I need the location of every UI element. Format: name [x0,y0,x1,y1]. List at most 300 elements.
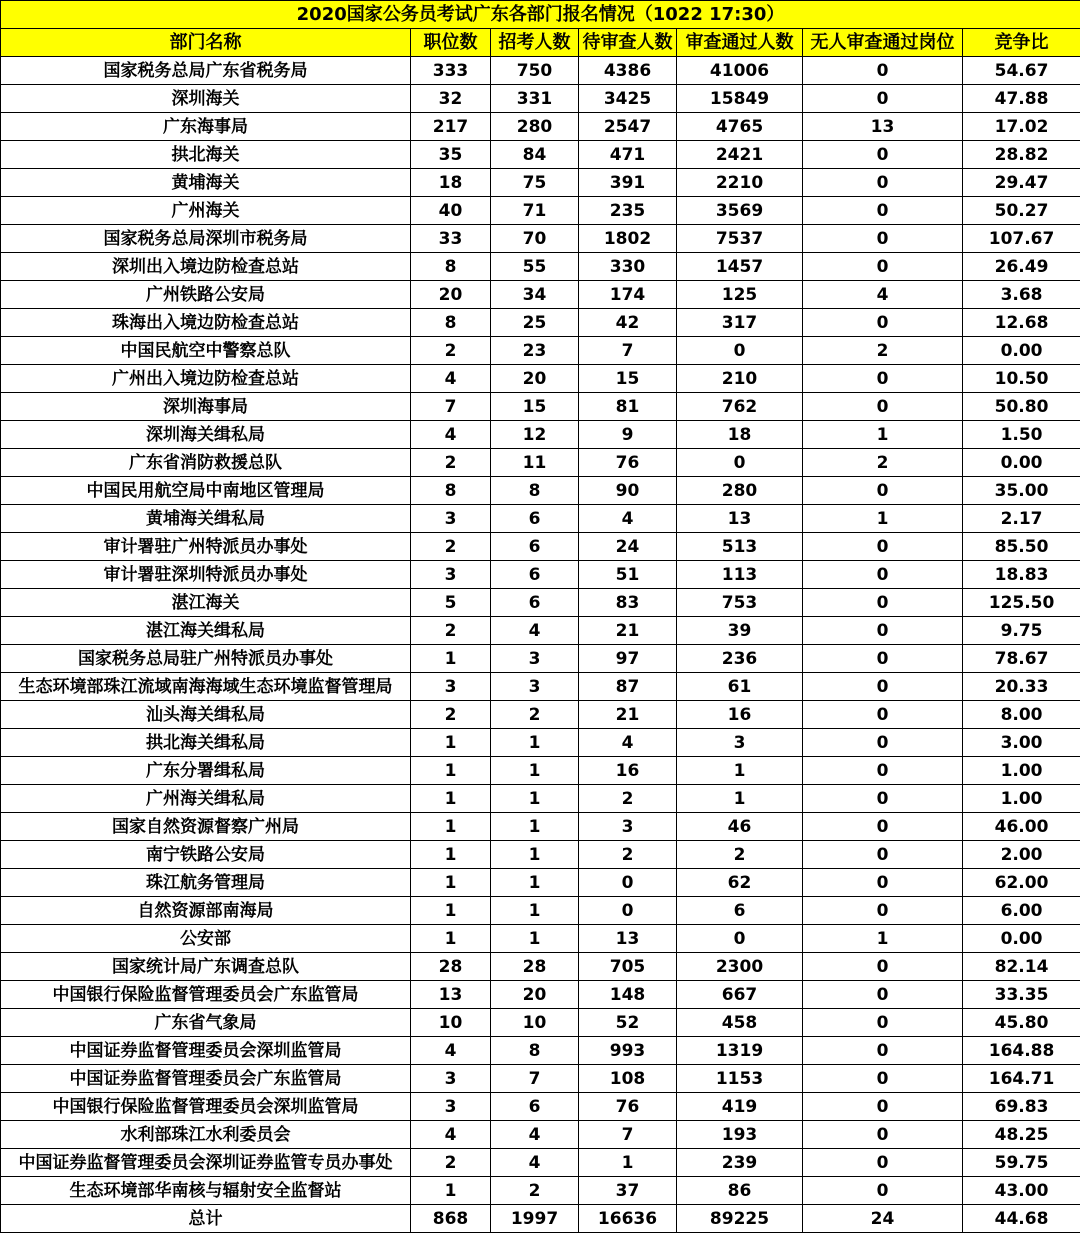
cell-no-approved-positions: 2 [803,449,963,477]
cell-ratio: 2.17 [963,505,1080,533]
table-row [1,617,1080,645]
cell-no-approved-positions: 0 [803,169,963,197]
cell-approved: 1 [677,757,803,785]
cell-positions: 8 [411,309,491,337]
cell-positions: 35 [411,141,491,169]
table-row [1,869,1080,897]
cell-pending: 7 [579,337,677,365]
cell-dept: 广州海关 [1,197,411,225]
cell-positions: 5 [411,589,491,617]
header-row [1,29,1080,57]
cell-positions: 40 [411,197,491,225]
cell-no-approved-positions: 0 [803,1177,963,1205]
cell-positions: 3 [411,1093,491,1121]
cell-ratio: 0.00 [963,337,1080,365]
cell-positions: 1 [411,1177,491,1205]
cell-positions: 4 [411,421,491,449]
cell-dept: 中国民航空中警察总队 [1,337,411,365]
cell-dept: 汕头海关缉私局 [1,701,411,729]
cell-approved: 2 [677,841,803,869]
table-row [1,309,1080,337]
table-row [1,421,1080,449]
cell-quota: 70 [491,225,579,253]
cell-dept: 南宁铁路公安局 [1,841,411,869]
cell-no-approved-positions: 0 [803,841,963,869]
cell-dept: 生态环境部华南核与辐射安全监督站 [1,1177,411,1205]
cell-no-approved-positions: 0 [803,729,963,757]
table-row [1,1065,1080,1093]
cell-pending: 90 [579,477,677,505]
cell-approved: 3 [677,729,803,757]
table-row [1,701,1080,729]
cell-approved: 0 [677,449,803,477]
cell-no-approved-positions: 0 [803,197,963,225]
table-row [1,589,1080,617]
cell-pending: 0 [579,869,677,897]
cell-ratio: 85.50 [963,533,1080,561]
table-row [1,113,1080,141]
cell-approved: 458 [677,1009,803,1037]
cell-quota: 71 [491,197,579,225]
cell-ratio: 17.02 [963,113,1080,141]
cell-dept: 黄埔海关 [1,169,411,197]
cell-dept: 深圳出入境边防检查总站 [1,253,411,281]
cell-quota: 8 [491,477,579,505]
cell-no-approved-positions: 13 [803,113,963,141]
cell-positions: 2 [411,1149,491,1177]
cell-quota: 1 [491,841,579,869]
cell-pending: 7 [579,1121,677,1149]
table-row [1,281,1080,309]
cell-quota: 4 [491,1149,579,1177]
cell-quota: 7 [491,1065,579,1093]
cell-dept: 审计署驻深圳特派员办事处 [1,561,411,589]
cell-dept: 广东省消防救援总队 [1,449,411,477]
cell-no-approved-positions: 0 [803,225,963,253]
cell-no-approved-positions: 0 [803,645,963,673]
cell-approved: 762 [677,393,803,421]
cell-approved: 0 [677,337,803,365]
cell-dept: 生态环境部珠江流域南海海域生态环境监督管理局 [1,673,411,701]
cell-pending: 51 [579,561,677,589]
cell-quota: 1 [491,757,579,785]
cell-positions: 4 [411,1121,491,1149]
table-row [1,1177,1080,1205]
cell-dept: 珠海出入境边防检查总站 [1,309,411,337]
cell-quota: 2 [491,1177,579,1205]
cell-approved: 1319 [677,1037,803,1065]
cell-quota: 1 [491,869,579,897]
title-row [1,1,1080,29]
total-row [1,1205,1080,1233]
cell-pending: 81 [579,393,677,421]
table-title: 2020国家公务员考试广东各部门报名情况（1022 17:30） [1,1,1080,29]
cell-ratio: 82.14 [963,953,1080,981]
cell-ratio: 59.75 [963,1149,1080,1177]
cell-pending: 391 [579,169,677,197]
cell-approved: 6 [677,897,803,925]
cell-pending: 2 [579,841,677,869]
cell-no-approved-positions: 0 [803,869,963,897]
cell-no-approved-positions: 0 [803,1037,963,1065]
cell-pending: 0 [579,897,677,925]
table-row [1,1093,1080,1121]
cell-positions: 333 [411,57,491,85]
table-body [1,57,1080,1205]
cell-ratio: 29.47 [963,169,1080,197]
cell-dept: 广东海事局 [1,113,411,141]
cell-dept: 中国民用航空局中南地区管理局 [1,477,411,505]
cell-no-approved-positions: 0 [803,561,963,589]
cell-ratio: 10.50 [963,365,1080,393]
cell-approved: 2210 [677,169,803,197]
cell-ratio: 50.27 [963,197,1080,225]
header-dept: 部门名称 [1,29,411,57]
cell-quota: 331 [491,85,579,113]
cell-ratio: 46.00 [963,813,1080,841]
cell-pending: 235 [579,197,677,225]
cell-quota: 28 [491,953,579,981]
cell-pending: 52 [579,1009,677,1037]
cell-positions: 3 [411,505,491,533]
cell-no-approved-positions: 0 [803,57,963,85]
cell-dept: 湛江海关缉私局 [1,617,411,645]
cell-pending: 97 [579,645,677,673]
cell-approved: 125 [677,281,803,309]
cell-quota: 1 [491,925,579,953]
table-row [1,57,1080,85]
cell-quota: 1 [491,813,579,841]
cell-quota: 15 [491,393,579,421]
cell-quota: 1 [491,785,579,813]
cell-ratio: 1.00 [963,757,1080,785]
cell-pending: 471 [579,141,677,169]
cell-ratio: 8.00 [963,701,1080,729]
cell-ratio: 9.75 [963,617,1080,645]
cell-approved: 280 [677,477,803,505]
cell-dept: 拱北海关 [1,141,411,169]
cell-positions: 2 [411,337,491,365]
cell-dept: 中国证券监督管理委员会深圳证券监管专员办事处 [1,1149,411,1177]
cell-positions: 1 [411,813,491,841]
table-row [1,337,1080,365]
table-row [1,953,1080,981]
cell-ratio: 3.68 [963,281,1080,309]
cell-pending: 76 [579,449,677,477]
cell-positions: 33 [411,225,491,253]
table-row [1,449,1080,477]
cell-ratio: 43.00 [963,1177,1080,1205]
header-pending: 待审查人数 [579,29,677,57]
cell-positions: 8 [411,477,491,505]
table-row [1,757,1080,785]
cell-positions: 1 [411,645,491,673]
table-row [1,1037,1080,1065]
cell-approved: 667 [677,981,803,1009]
cell-approved: 15849 [677,85,803,113]
cell-approved: 753 [677,589,803,617]
cell-approved: 1 [677,785,803,813]
cell-quota: 75 [491,169,579,197]
cell-approved: 41006 [677,57,803,85]
cell-ratio: 35.00 [963,477,1080,505]
cell-no-approved-positions: 0 [803,1065,963,1093]
cell-no-approved-positions: 0 [803,533,963,561]
cell-approved: 4765 [677,113,803,141]
cell-dept: 深圳海事局 [1,393,411,421]
cell-quota: 84 [491,141,579,169]
cell-no-approved-positions: 0 [803,617,963,645]
cell-no-approved-positions: 1 [803,925,963,953]
cell-pending: 24 [579,533,677,561]
cell-positions: 20 [411,281,491,309]
cell-dept: 中国证券监督管理委员会深圳监管局 [1,1037,411,1065]
cell-ratio: 33.35 [963,981,1080,1009]
table-row [1,841,1080,869]
table-row [1,225,1080,253]
cell-dept: 自然资源部南海局 [1,897,411,925]
cell-positions: 1 [411,869,491,897]
header-approved: 审查通过人数 [677,29,803,57]
cell-quota: 1 [491,729,579,757]
cell-quota: 8 [491,1037,579,1065]
cell-quota: 750 [491,57,579,85]
cell-no-approved-positions: 0 [803,309,963,337]
cell-positions: 1 [411,757,491,785]
cell-positions: 1 [411,925,491,953]
header-quota: 招考人数 [491,29,579,57]
cell-ratio: 107.67 [963,225,1080,253]
cell-dept: 国家税务总局广东省税务局 [1,57,411,85]
cell-dept: 珠江航务管理局 [1,869,411,897]
cell-quota: 10 [491,1009,579,1037]
table-row [1,813,1080,841]
cell-approved: 1457 [677,253,803,281]
cell-positions: 2 [411,617,491,645]
cell-no-approved-positions: 0 [803,673,963,701]
table-row [1,533,1080,561]
cell-no-approved-positions: 4 [803,281,963,309]
cell-approved: 239 [677,1149,803,1177]
table-row [1,925,1080,953]
cell-positions: 2 [411,449,491,477]
cell-quota: 6 [491,533,579,561]
cell-quota: 23 [491,337,579,365]
cell-pending: 993 [579,1037,677,1065]
cell-pending: 108 [579,1065,677,1093]
cell-ratio: 26.49 [963,253,1080,281]
cell-no-approved-positions: 1 [803,421,963,449]
cell-dept: 审计署驻广州特派员办事处 [1,533,411,561]
cell-quota: 20 [491,365,579,393]
cell-quota: 6 [491,561,579,589]
cell-pending: 705 [579,953,677,981]
cell-ratio: 125.50 [963,589,1080,617]
total-quota: 1997 [491,1205,579,1233]
cell-approved: 62 [677,869,803,897]
cell-dept: 深圳海关缉私局 [1,421,411,449]
cell-quota: 6 [491,589,579,617]
cell-pending: 1802 [579,225,677,253]
cell-no-approved-positions: 0 [803,757,963,785]
cell-ratio: 0.00 [963,449,1080,477]
cell-pending: 148 [579,981,677,1009]
cell-pending: 3 [579,813,677,841]
cell-ratio: 62.00 [963,869,1080,897]
total-no-approved-positions: 24 [803,1205,963,1233]
cell-no-approved-positions: 2 [803,337,963,365]
cell-ratio: 28.82 [963,141,1080,169]
cell-approved: 419 [677,1093,803,1121]
cell-pending: 21 [579,701,677,729]
cell-quota: 25 [491,309,579,337]
cell-approved: 46 [677,813,803,841]
cell-ratio: 47.88 [963,85,1080,113]
cell-no-approved-positions: 0 [803,365,963,393]
cell-pending: 330 [579,253,677,281]
cell-pending: 15 [579,365,677,393]
cell-ratio: 2.00 [963,841,1080,869]
cell-approved: 1153 [677,1065,803,1093]
cell-approved: 16 [677,701,803,729]
cell-dept: 中国证券监督管理委员会广东监管局 [1,1065,411,1093]
cell-positions: 18 [411,169,491,197]
cell-ratio: 164.88 [963,1037,1080,1065]
cell-pending: 174 [579,281,677,309]
cell-pending: 83 [579,589,677,617]
cell-dept: 广东分署缉私局 [1,757,411,785]
cell-dept: 水利部珠江水利委员会 [1,1121,411,1149]
cell-ratio: 12.68 [963,309,1080,337]
cell-approved: 236 [677,645,803,673]
table-row [1,197,1080,225]
table-row [1,85,1080,113]
cell-no-approved-positions: 0 [803,813,963,841]
cell-positions: 13 [411,981,491,1009]
cell-no-approved-positions: 0 [803,477,963,505]
cell-positions: 1 [411,841,491,869]
cell-ratio: 45.80 [963,1009,1080,1037]
table-row [1,645,1080,673]
cell-pending: 21 [579,617,677,645]
total-label: 总计 [1,1205,411,1233]
header-no-approved-positions: 无人审查通过岗位 [803,29,963,57]
table-row [1,729,1080,757]
cell-dept: 拱北海关缉私局 [1,729,411,757]
cell-dept: 国家税务总局驻广州特派员办事处 [1,645,411,673]
cell-positions: 2 [411,533,491,561]
cell-dept: 公安部 [1,925,411,953]
cell-quota: 6 [491,505,579,533]
cell-approved: 18 [677,421,803,449]
cell-pending: 1 [579,1149,677,1177]
cell-pending: 2 [579,785,677,813]
cell-quota: 3 [491,673,579,701]
cell-no-approved-positions: 0 [803,701,963,729]
cell-positions: 2 [411,701,491,729]
cell-dept: 深圳海关 [1,85,411,113]
cell-quota: 280 [491,113,579,141]
cell-ratio: 1.50 [963,421,1080,449]
cell-dept: 国家统计局广东调查总队 [1,953,411,981]
cell-positions: 7 [411,393,491,421]
cell-approved: 317 [677,309,803,337]
cell-quota: 34 [491,281,579,309]
cell-approved: 7537 [677,225,803,253]
cell-no-approved-positions: 0 [803,589,963,617]
cell-no-approved-positions: 0 [803,897,963,925]
cell-dept: 湛江海关 [1,589,411,617]
cell-ratio: 54.67 [963,57,1080,85]
cell-positions: 4 [411,365,491,393]
cell-approved: 3569 [677,197,803,225]
cell-approved: 2300 [677,953,803,981]
cell-approved: 210 [677,365,803,393]
cell-approved: 513 [677,533,803,561]
cell-no-approved-positions: 1 [803,505,963,533]
cell-dept: 中国银行保险监督管理委员会深圳监管局 [1,1093,411,1121]
cell-no-approved-positions: 0 [803,141,963,169]
cell-dept: 国家自然资源督察广州局 [1,813,411,841]
cell-quota: 11 [491,449,579,477]
table-row [1,365,1080,393]
cell-pending: 87 [579,673,677,701]
cell-positions: 28 [411,953,491,981]
cell-approved: 39 [677,617,803,645]
cell-no-approved-positions: 0 [803,1009,963,1037]
cell-ratio: 69.83 [963,1093,1080,1121]
cell-quota: 1 [491,897,579,925]
cell-quota: 3 [491,645,579,673]
cell-pending: 4 [579,505,677,533]
cell-positions: 3 [411,561,491,589]
cell-no-approved-positions: 0 [803,253,963,281]
cell-positions: 1 [411,785,491,813]
cell-positions: 10 [411,1009,491,1037]
cell-positions: 4 [411,1037,491,1065]
cell-no-approved-positions: 0 [803,1121,963,1149]
cell-pending: 9 [579,421,677,449]
table-row [1,785,1080,813]
cell-pending: 37 [579,1177,677,1205]
table-row [1,561,1080,589]
cell-dept: 广州出入境边防检查总站 [1,365,411,393]
cell-ratio: 18.83 [963,561,1080,589]
cell-ratio: 20.33 [963,673,1080,701]
header-positions: 职位数 [411,29,491,57]
cell-positions: 32 [411,85,491,113]
cell-ratio: 48.25 [963,1121,1080,1149]
cell-positions: 3 [411,1065,491,1093]
table-row [1,1149,1080,1177]
cell-no-approved-positions: 0 [803,393,963,421]
cell-quota: 4 [491,617,579,645]
cell-quota: 2 [491,701,579,729]
table-row [1,981,1080,1009]
cell-positions: 3 [411,673,491,701]
cell-dept: 黄埔海关缉私局 [1,505,411,533]
cell-pending: 4 [579,729,677,757]
cell-no-approved-positions: 0 [803,1093,963,1121]
cell-approved: 13 [677,505,803,533]
cell-pending: 4386 [579,57,677,85]
table-row [1,897,1080,925]
cell-dept: 中国银行保险监督管理委员会广东监管局 [1,981,411,1009]
cell-no-approved-positions: 0 [803,1149,963,1177]
cell-positions: 1 [411,729,491,757]
cell-dept: 国家税务总局深圳市税务局 [1,225,411,253]
cell-pending: 3425 [579,85,677,113]
